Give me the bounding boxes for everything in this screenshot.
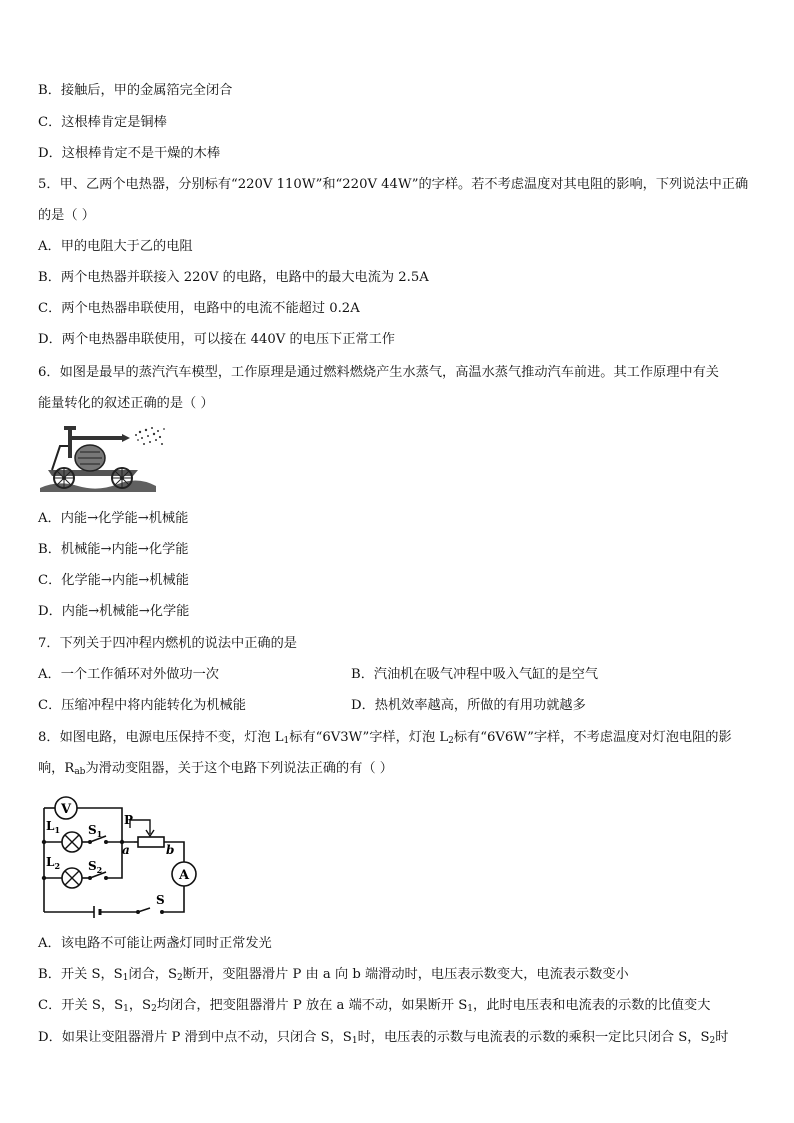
q8-option-d — [38, 1029, 728, 1050]
rheostat-symbol — [138, 837, 164, 847]
q8-stem1-pre: 8．如图电路，电源电压保持不变，灯泡 L — [38, 730, 284, 745]
q8-stem2-pre: 响，R — [38, 761, 75, 776]
q8-c-post: ，此时电压表和电流表的示数的比值变大 — [473, 998, 711, 1013]
q8-d-sub1: 1 — [351, 1036, 358, 1046]
q8-c-sub1: 1 — [123, 1004, 129, 1014]
q4-option-d: D．这根棒肯定不是干燥的木棒 — [38, 146, 221, 161]
q8-d-post: 时 — [715, 1030, 729, 1045]
b-label: b — [166, 843, 175, 857]
q7-stem: 7．下列关于四冲程内燃机的说法中正确的是 — [38, 636, 297, 651]
p-label: P — [124, 813, 134, 827]
q6-option-d: D．内能→机械能→化学能 — [38, 604, 190, 619]
q8-stem1-sub1: 1 — [283, 736, 290, 746]
q8-b-post: 断开，变阻器滑片 P 由 a 向 b 端滑动时，电压表示数变大，电流表示数变小 — [182, 967, 629, 982]
q8-b-sub1: 1 — [122, 973, 129, 983]
q7-option-a: A．一个工作循环对外做功一次 — [38, 667, 219, 682]
q8-b-pre: B．开关 S，S — [38, 967, 123, 982]
q8-stem1-sub2: 2 — [448, 736, 454, 746]
q6-stem-line2: 能量转化的叙述正确的是（ ） — [38, 396, 214, 411]
q5-option-c: C．两个电热器串联使用，电路中的电流不能超过 0.2A — [38, 301, 360, 316]
q7-option-d: D．热机效率越高，所做的有用功就越多 — [351, 698, 586, 713]
q6-stem-line1: 6．如图是最早的蒸汽汽车模型，工作原理是通过燃料燃烧产生水蒸气，高温水蒸气推动汽车前进。其工作原理中有关 — [38, 365, 719, 380]
q8-stem1-post: 标有“6V6W”字样，不考虑温度对灯泡电阻的影 — [453, 730, 732, 745]
steam-car-figure — [38, 420, 170, 496]
s1-label: $S_1$ — [88, 823, 103, 839]
q5-stem-line1: 5．甲、乙两个电热器，分别标有“220V 110W”和“220V 44W”的字样。若不考虑温度对其电阻的影响，下列说法中正确 — [38, 177, 749, 192]
q8-d-sub2: 2 — [709, 1036, 716, 1046]
q7-option-c: C．压缩冲程中将内能转化为机械能 — [38, 698, 246, 713]
q8-option-a: A．该电路不可能让两盏灯同时正常发光 — [38, 936, 272, 951]
q8-d-pre: D．如果让变阻器滑片 P 滑到中点不动，只闭合 S，S — [38, 1030, 352, 1045]
q4-option-c: C．这根棒肯定是铜棒 — [38, 115, 167, 130]
q8-stem-line2 — [38, 760, 393, 781]
circuit-diagram — [38, 790, 208, 920]
q8-c-mid2: 均闭合，把变阻器滑片 P 放在 a 端不动，如果断开 S — [156, 998, 468, 1013]
s-label: S — [156, 893, 165, 907]
q4-option-b: B．接触后，甲的金属箔完全闭合 — [38, 83, 233, 98]
q8-c-mid: ，S — [128, 998, 152, 1013]
q5-option-d: D．两个电热器串联使用，可以接在 440V 的电压下正常工作 — [38, 332, 395, 347]
voltmeter-label: V — [60, 802, 72, 817]
q8-c-sub2: 2 — [151, 1004, 157, 1014]
q8-stem1-mid: 标有“6V3W”字样，灯泡 L — [289, 730, 449, 745]
q5-option-b: B．两个电热器并联接入 220V 的电路，电路中的最大电流为 2.5A — [38, 270, 429, 285]
q7-row2 — [38, 697, 586, 715]
q6-option-c: C．化学能→内能→机械能 — [38, 573, 189, 588]
q5-stem-line2: 的是（ ） — [38, 208, 95, 223]
q6-option-b: B．机械能→内能→化学能 — [38, 542, 189, 557]
q8-d-mid: 时，电压表的示数与电流表的示数的乘积一定比只闭合 S，S — [357, 1030, 710, 1045]
l2-label: $L_2$ — [46, 855, 61, 871]
q6-option-a: A．内能→化学能→机械能 — [38, 511, 189, 526]
l1-label: $L_1$ — [46, 819, 61, 835]
q7-row1 — [38, 666, 599, 684]
ammeter-label: A — [178, 868, 190, 883]
q8-option-b — [38, 966, 629, 987]
q8-stem2-post: 为滑动变阻器，关于这个电路下列说法正确的有（ ） — [85, 761, 393, 776]
q7-option-b: B．汽油机在吸气冲程中吸入气缸的是空气 — [351, 667, 599, 682]
q8-stem-line1 — [38, 729, 732, 750]
q8-c-pre: C．开关 S，S — [38, 998, 124, 1013]
s2-label: $S_2$ — [88, 859, 103, 875]
q8-b-sub2: 2 — [177, 973, 183, 983]
q8-stem2-sub: ab — [74, 767, 86, 777]
q8-b-mid: 闭合，S — [128, 967, 178, 982]
q8-c-sub3: 1 — [467, 1004, 474, 1014]
q8-option-c — [38, 997, 710, 1018]
a-label: a — [122, 843, 130, 857]
q5-option-a: A．甲的电阻大于乙的电阻 — [38, 239, 193, 254]
